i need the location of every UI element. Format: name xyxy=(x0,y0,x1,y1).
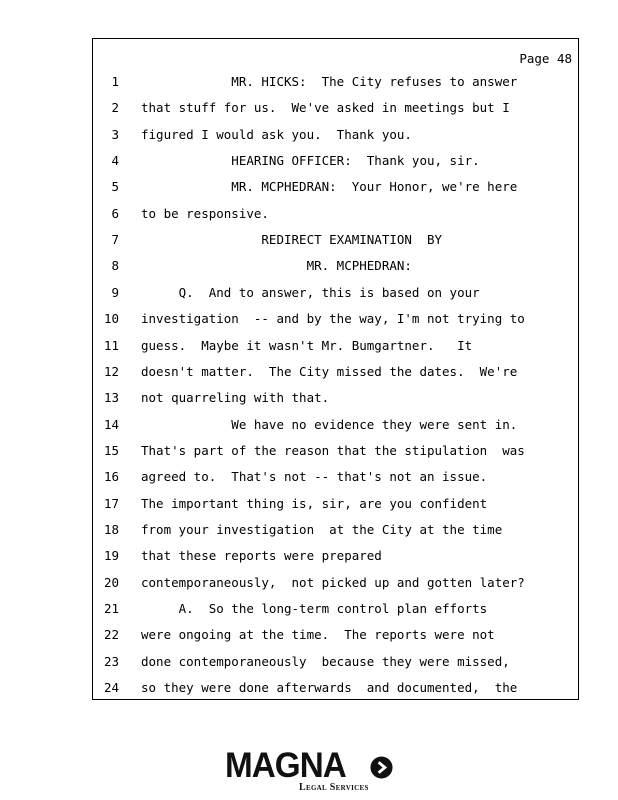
line-number: 22 xyxy=(103,627,119,643)
transcript-line: REDIRECT EXAMINATION BY xyxy=(141,232,443,248)
page-number: Page 48 xyxy=(519,51,572,66)
line-number: 14 xyxy=(103,416,119,432)
line-number: 16 xyxy=(103,469,119,485)
transcript-line: MR. HICKS: The City refuses to answer xyxy=(141,74,518,89)
transcript-line: HEARING OFFICER: Thank you, sir. xyxy=(141,153,480,169)
logo-wordmark: MAGNA xyxy=(225,746,346,785)
transcript-line: Q. And to answer, this is based on your xyxy=(141,284,480,300)
line-number: 19 xyxy=(103,548,119,564)
line-number: 23 xyxy=(103,653,119,669)
transcript-line: The important thing is, sir, are you confident xyxy=(141,495,488,511)
line-number: 10 xyxy=(103,311,119,327)
transcript-line: contemporaneously, not picked up and gotten later? xyxy=(141,574,525,590)
line-number: 11 xyxy=(103,337,119,353)
logo-subtitle: Legal Services xyxy=(299,782,369,793)
transcript-line: to be responsive. xyxy=(141,205,269,221)
line-number: 18 xyxy=(103,521,119,537)
line-number: 17 xyxy=(103,495,119,511)
transcript-line: MR. MCPHEDRAN: Your Honor, we're here xyxy=(141,179,518,195)
line-number: 4 xyxy=(111,153,119,169)
line-number: 20 xyxy=(103,574,119,590)
line-number: 15 xyxy=(103,442,119,458)
line-number: 7 xyxy=(111,232,119,248)
transcript-line: That's part of the reason that the stipulation was xyxy=(141,442,525,458)
line-number: 24 xyxy=(103,680,119,696)
circle-arrow-icon xyxy=(370,756,393,779)
transcript-line: agreed to. That's not -- that's not an issue. xyxy=(141,469,488,485)
line-number: 6 xyxy=(111,205,119,221)
transcript-line: from your investigation at the City at the time xyxy=(141,521,503,537)
line-number: 13 xyxy=(103,390,119,406)
transcript-line: done contemporaneously because they were missed, xyxy=(141,653,510,669)
line-number: 2 xyxy=(111,100,119,116)
line-number: 12 xyxy=(103,363,119,379)
transcript-line: We have no evidence they were sent in. xyxy=(141,416,518,432)
transcript-line: MR. MCPHEDRAN: xyxy=(141,258,412,274)
transcript-page xyxy=(92,38,579,700)
transcript-line: doesn't matter. The City missed the dates. We're xyxy=(141,363,518,379)
transcript-line: were ongoing at the time. The reports were not xyxy=(141,627,495,643)
transcript-line: that these reports were prepared xyxy=(141,548,382,564)
transcript-line: that stuff for us. We've asked in meetings but I xyxy=(141,100,510,116)
line-number: 3 xyxy=(111,126,119,142)
magna-logo xyxy=(225,748,400,796)
transcript-line: so they were done afterwards and documented, the xyxy=(141,680,518,696)
line-number: 1 xyxy=(111,74,119,89)
line-number: 21 xyxy=(103,601,119,616)
transcript-line: investigation -- and by the way, I'm not trying to xyxy=(141,311,525,327)
transcript-line: not quarreling with that. xyxy=(141,390,330,406)
line-number: 8 xyxy=(111,258,119,274)
line-number: 5 xyxy=(111,179,119,195)
transcript-line: guess. Maybe it wasn't Mr. Bumgartner. It xyxy=(141,337,473,353)
line-number: 9 xyxy=(111,284,119,300)
transcript-line: figured I would ask you. Thank you. xyxy=(141,126,412,142)
transcript-line: A. So the long-term control plan efforts xyxy=(141,601,488,616)
